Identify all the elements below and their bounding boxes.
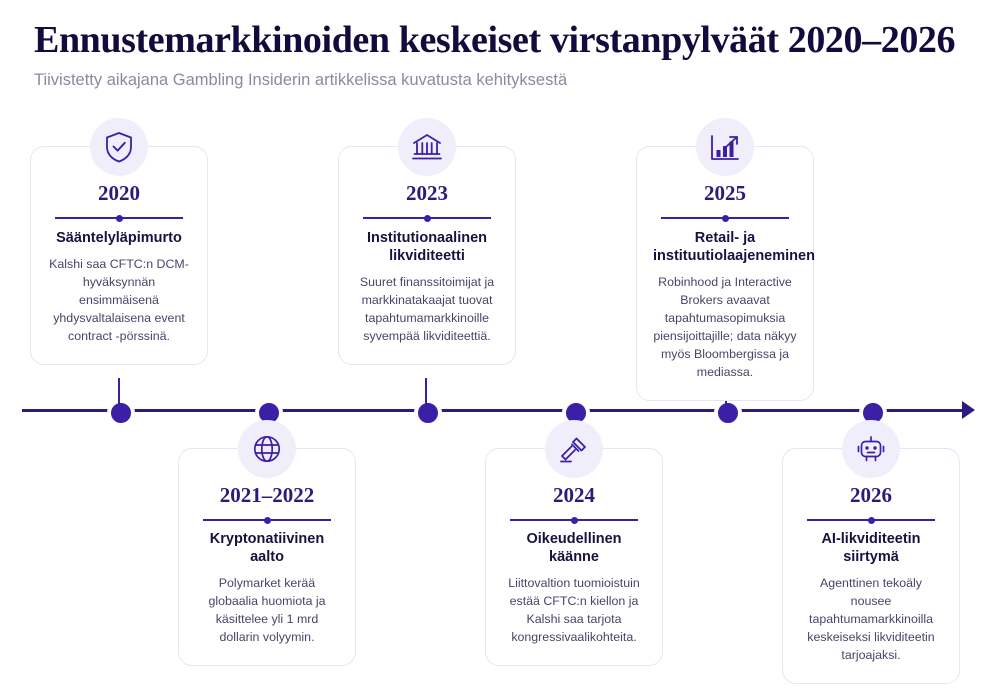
timeline-axis-arrow-icon xyxy=(962,401,975,419)
card-divider xyxy=(799,515,943,524)
milestone-year: 2025 xyxy=(704,181,746,205)
timeline-node-2023[interactable] xyxy=(415,400,441,426)
milestone-year: 2020 xyxy=(98,181,140,205)
milestone-body: Polymarket kerää globaalia huomiota ja käsittelee yli 1 mrd dollarin volyymin. xyxy=(208,576,326,645)
milestone-card-2023[interactable] xyxy=(338,146,516,365)
globe-icon xyxy=(238,420,296,478)
milestone-title: Institutionaalinen likviditeetti xyxy=(366,230,488,265)
timeline-node-2020[interactable] xyxy=(108,400,134,426)
timeline-node-2025[interactable] xyxy=(715,400,741,426)
milestone-body: Liittovaltion tuomioistuin estää CFTC:n kiellon ja Kalshi saa tarjota kongressivaalikohteita. xyxy=(508,576,640,645)
milestone-title: AI-likviditeetin siirtymä xyxy=(821,531,921,566)
milestone-title: Sääntelyläpimurto xyxy=(56,230,182,246)
milestone-card-2025[interactable] xyxy=(636,146,814,401)
milestone-title: Retail- ja instituutiolaajeneminen xyxy=(653,230,815,265)
card-divider xyxy=(355,213,499,222)
page-title: Ennustemarkkinoiden keskeiset virstanpylväät 2020–2026 xyxy=(34,19,956,61)
milestone-body: Robinhood ja Interactive Brokers avaavat tapahtumasopimuksia piensijoittajille; data näkyy myös Bloombergissa ja mediassa. xyxy=(653,275,797,380)
page-subtitle: Tiivistetty aikajana Gambling Insiderin artikkelissa kuvatusta kehityksestä xyxy=(34,70,568,89)
gavel-icon xyxy=(545,420,603,478)
page-header xyxy=(34,20,974,90)
milestone-body: Suuret finanssitoimijat ja markkinatakaajat tuovat tapahtumamarkkinoille syvempää likviditeettiä. xyxy=(359,275,495,344)
connector-2023 xyxy=(425,378,427,408)
milestone-body: Agenttinen tekoäly nousee tapahtumamarkkinoilla keskeiseksi likviditeetin tarjoajaksi. xyxy=(807,576,935,663)
milestone-body: Kalshi saa CFTC:n DCM-hyväksynnän ensimmäisenä yhdysvaltalaisena event contract -pörssinä. xyxy=(49,257,189,344)
milestone-year: 2023 xyxy=(406,181,448,205)
milestone-card-2021-2022[interactable] xyxy=(178,448,356,666)
card-divider xyxy=(653,213,797,222)
milestone-title: Kryptonatiivinen aalto xyxy=(209,531,325,566)
timeline-axis xyxy=(22,409,972,412)
connector-2020 xyxy=(118,378,120,408)
bank-icon xyxy=(398,118,456,176)
milestone-year: 2026 xyxy=(850,483,892,507)
card-divider xyxy=(195,515,339,524)
milestone-card-2020[interactable] xyxy=(30,146,208,365)
milestone-year: 2021–2022 xyxy=(219,483,315,507)
shield-check-icon xyxy=(90,118,148,176)
robot-icon xyxy=(842,420,900,478)
milestone-title: Oikeudellinen käänne xyxy=(526,531,622,566)
card-divider xyxy=(47,213,191,222)
milestone-card-2024[interactable] xyxy=(485,448,663,666)
milestone-card-2026[interactable] xyxy=(782,448,960,684)
chart-growth-icon xyxy=(696,118,754,176)
card-divider xyxy=(502,515,646,524)
milestone-year: 2024 xyxy=(553,483,595,507)
